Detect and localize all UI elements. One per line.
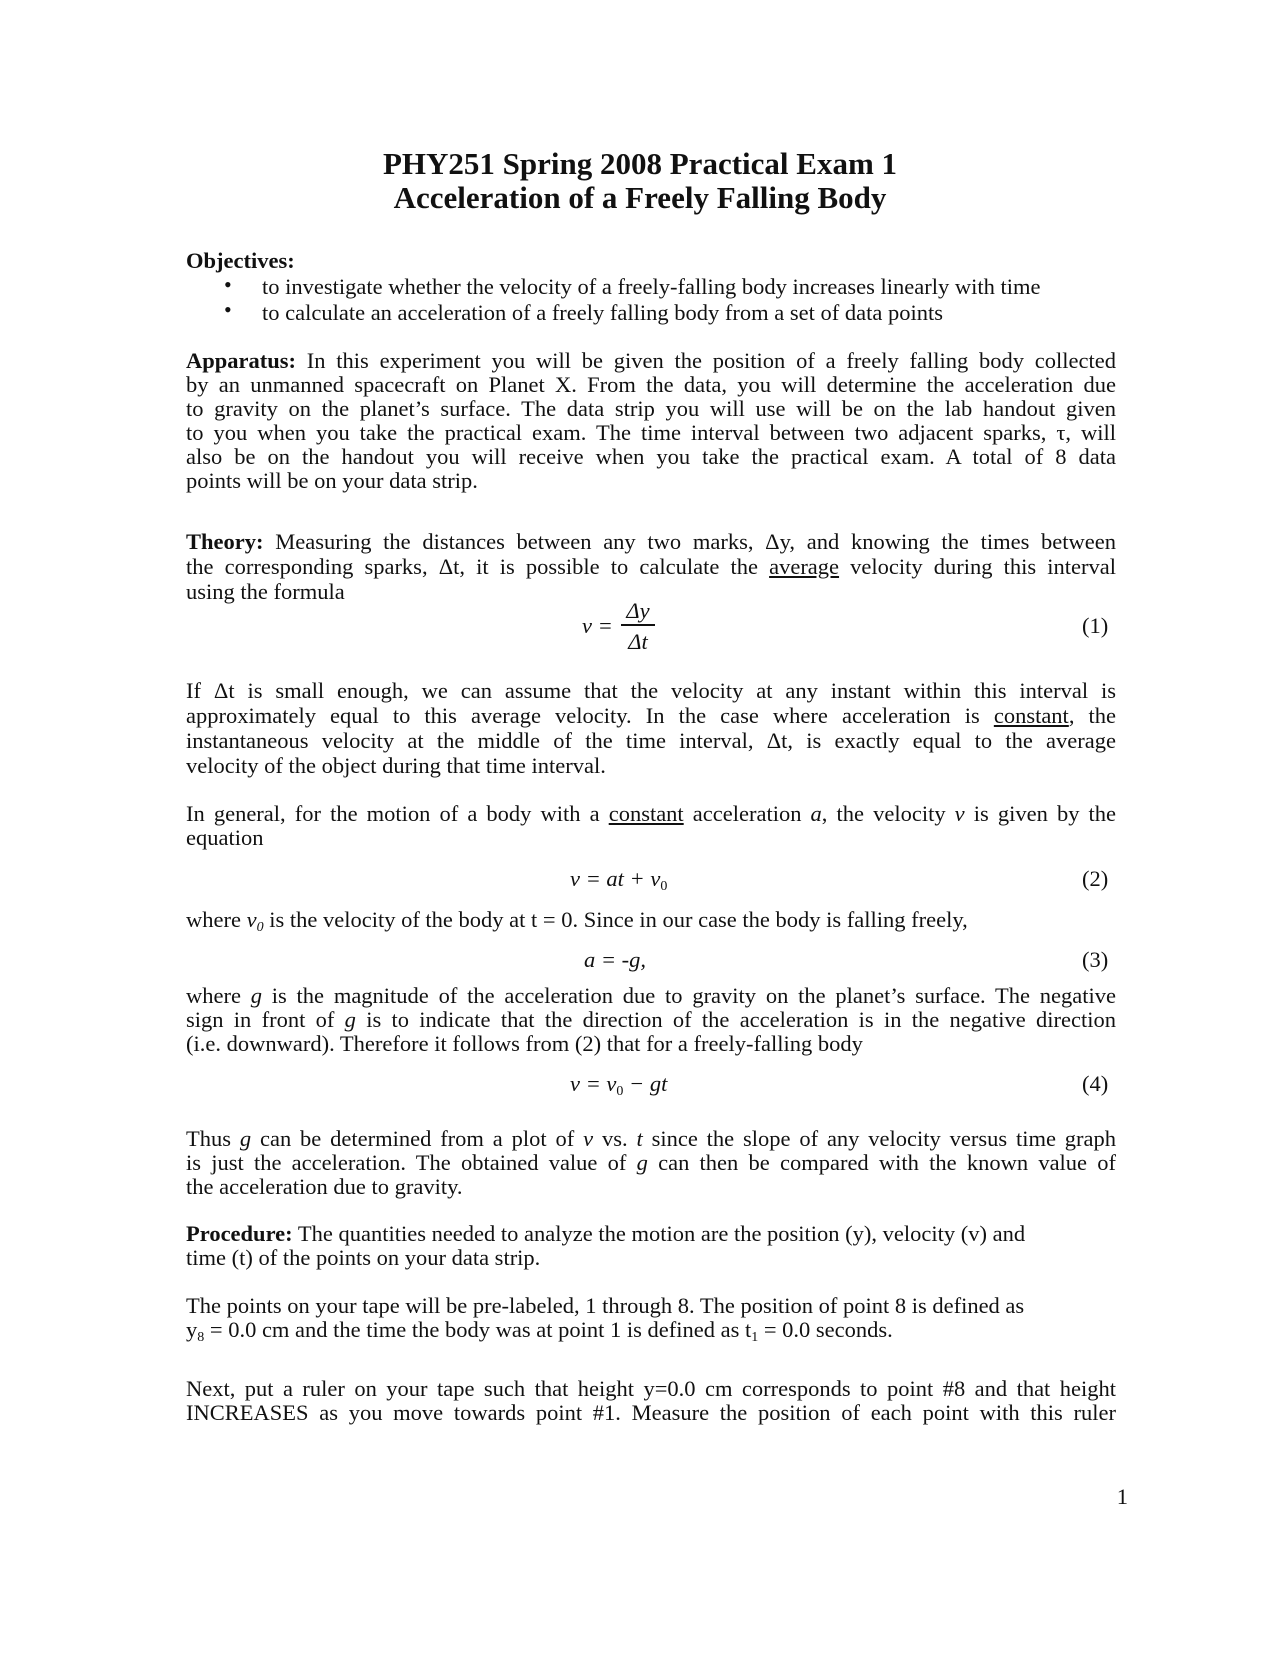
bullet-icon: • [224,297,232,322]
apparatus-line: to gravity on the planet’s surface. The data strip you will use will be on the lab handout given [186,396,1116,421]
theory-line: Thus g can be determined from a plot of v vs. t since the slope of any velocity versus time graph [186,1126,1117,1151]
objective-item: to calculate an acceleration of a freely falling body from a set of data points [262,300,943,325]
equation-1-number: (1) [1082,613,1109,638]
equation-1-lhs: v = [582,613,613,638]
equation-2: v = at + $v_0$ [570,866,668,894]
equation-1-numerator: Δy [626,598,650,623]
procedure-line: The points on your tape will be pre-labeled, 1 through 8. The position of point 8 is defined as [186,1293,1025,1318]
theory-line: approximately equal to this average velocity. In the case where acceleration is constant, the [186,703,1117,728]
apparatus-line: Apparatus: In this experiment you will be given the position of a freely falling body collected [186,348,1116,373]
equation-3-number: (3) [1082,947,1109,972]
apparatus-line: by an unmanned spacecraft on Planet X. From the data, you will determine the acceleration due [186,372,1116,397]
equation-1-denominator: Δt [628,629,648,654]
theory-line: is just the acceleration. The obtained value of g can then be compared with the known value of [186,1150,1117,1175]
objective-item: to investigate whether the velocity of a freely-falling body increases linearly with time [262,274,1041,299]
equation-3: a = -g, [584,947,647,972]
procedure-heading: Procedure: [186,1221,293,1246]
procedure-line: Next, put a ruler on your tape such that height y=0.0 cm corresponds to point #8 and that height [186,1376,1116,1401]
procedure-line: $y_8 = 0.0$ cm and the time the body was at point 1 is defined as $t_1 = 0.0$ seconds. [186,1317,893,1345]
theory-line: the acceleration due to gravity. [186,1174,463,1199]
equation-4: $v = v_0$ − gt [570,1071,668,1099]
page-subtitle: Acceleration of a Freely Falling Body [393,180,887,215]
theory-line: using the formula [186,579,345,604]
objectives-heading: Objectives: [186,248,295,273]
theory-line: sign in front of g is to indicate that the direction of the acceleration is in the negative direction [186,1007,1117,1032]
equation-4-number: (4) [1082,1071,1109,1096]
theory-line: instantaneous velocity at the middle of the time interval, Δt, is exactly equal to the average [186,728,1116,753]
apparatus-line: to you when you take the practical exam. The time interval between two adjacent sparks, τ, will [186,420,1116,445]
theory-line: Theory: Measuring the distances between any two marks, Δy, and knowing the times between [186,529,1117,554]
theory-line: the corresponding sparks, Δt, it is possible to calculate the average velocity during this interval [186,554,1116,579]
theory-line: where g is the magnitude of the acceleration due to gravity on the planet’s surface. The negative [186,983,1117,1008]
theory-line: (i.e. downward). Therefore it follows from (2) that for a freely-falling body [186,1031,863,1056]
theory-line: where $v_0$ is the velocity of the body at t = 0. Since in our case the body is falling freely, [186,907,968,935]
theory-line: equation [186,825,264,850]
bullet-icon: • [224,272,232,297]
theory-line: If Δt is small enough, we can assume that the velocity at any instant within this interval is [186,678,1116,703]
apparatus-heading: Apparatus: [186,348,297,373]
fraction-bar [621,624,655,626]
procedure-line: INCREASES as you move towards point #1. Measure the position of each point with this ruler [186,1400,1116,1425]
theory-line: In general, for the motion of a body with a constant acceleration a, the velocity v is given by the [186,801,1117,826]
theory-heading: Theory: [186,529,264,554]
apparatus-line: points will be on your data strip. [186,468,478,493]
theory-line: velocity of the object during that time interval. [186,753,606,778]
apparatus-line: also be on the handout you will receive when you take the practical exam. A total of 8 data [186,444,1116,469]
page-title: PHY251 Spring 2008 Practical Exam 1 [382,146,898,181]
procedure-line: Procedure: The quantities needed to analyze the motion are the position (y), velocity (v) and [186,1221,1026,1246]
page-number: 1 [1116,1484,1128,1509]
procedure-line: time (t) of the points on your data strip. [186,1245,541,1270]
equation-2-number: (2) [1082,866,1109,891]
